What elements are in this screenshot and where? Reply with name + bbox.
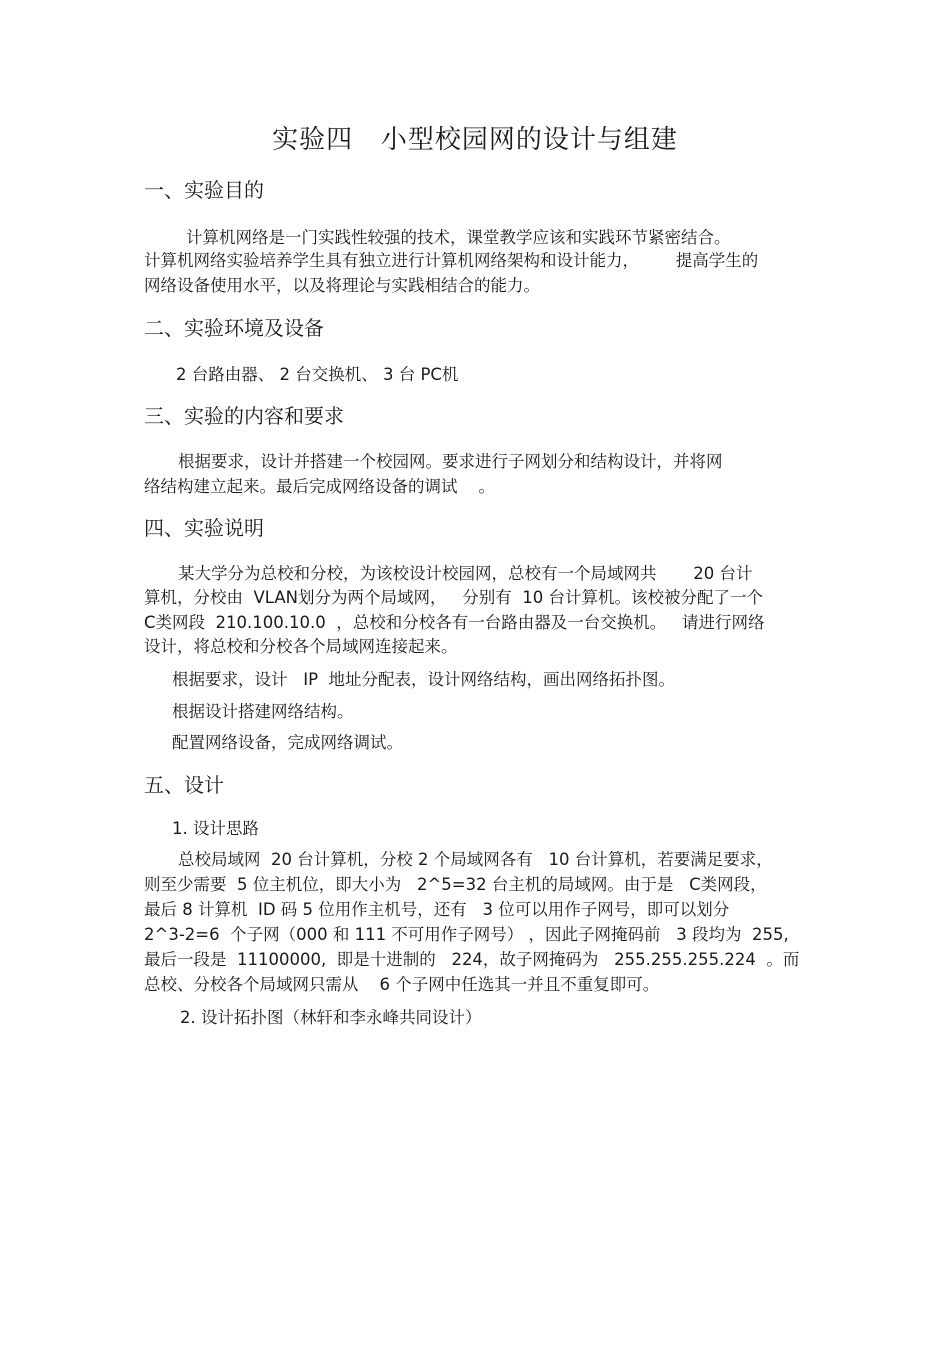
paragraph-line: 根据设计搭建网络结构。 (172, 702, 354, 721)
document-title: 实验四 小型校园网的设计与组建 (272, 125, 678, 155)
paragraph-line: 2^3-2=6 个子网（000 和 111 不可用作子网号） ，因此子网掩码前 3 段均为 255, (144, 925, 789, 944)
section-heading-purpose: 一、实验目的 (144, 178, 264, 202)
paragraph-line: 根据要求，设计并搭建一个校园网。要求进行子网划分和结构设计，并将网 (178, 452, 723, 471)
paragraph-line: 则至少需要 5 位主机位，即大小为 2^5=32 台主机的局域网。由于是 C类网段， (144, 875, 767, 894)
paragraph-line: 算机，分校由 VLAN划分为两个局域网， 分别有 10 台计算机。该校被分配了一个 (144, 588, 763, 607)
paragraph-line: 计算机网络实验培养学生具有独立进行计算机网络架构和设计能力， 提高学生的 (144, 251, 759, 270)
paragraph-line: 络结构建立起来。最后完成网络设备的调试 。 (144, 477, 495, 496)
paragraph-line: 总校、分校各个局域网只需从 6 个子网中任选其一并且不重复即可。 (144, 975, 660, 994)
paragraph-line: 2 台路由器、 2 台交换机、 3 台 PC机 (176, 365, 459, 384)
section-heading-environment: 二、实验环境及设备 (144, 316, 324, 340)
paragraph-line: 总校局域网 20 台计算机，分校 2 个局域网各有 10 台计算机，若要满足要求， (178, 850, 773, 869)
section-heading-description: 四、实验说明 (144, 516, 264, 540)
paragraph-line: 最后一段是 11100000, 即是十进制的 224，故子网掩码为 255.255.255.224 。而 (144, 950, 800, 969)
paragraph-line: 配置网络设备，完成网络调试。 (172, 733, 403, 752)
subheading-design-idea: 1. 设计思路 (172, 819, 259, 838)
paragraph-line: 网络设备使用水平，以及将理论与实践相结合的能力。 (144, 276, 540, 295)
subheading-topology: 2. 设计拓扑图（林轩和李永峰共同设计） (180, 1008, 482, 1027)
paragraph-line: 根据要求，设计 IP 地址分配表，设计网络结构，画出网络拓扑图。 (172, 670, 676, 689)
section-heading-requirements: 三、实验的内容和要求 (144, 404, 344, 428)
section-heading-design: 五、设计 (144, 773, 224, 797)
paragraph-line: 某大学分为总校和分校，为该校设计校园网，总校有一个局域网共 20 台计 (178, 564, 753, 583)
paragraph-line: 设计，将总校和分校各个局域网连接起来。 (144, 637, 458, 656)
paragraph-line: 最后 8 计算机 ID 码 5 位用作主机号，还有 3 位可以用作子网号，即可以划分 (144, 900, 730, 919)
paragraph-line: 计算机网络是一门实践性较强的技术，课堂教学应该和实践环节紧密结合。 (186, 228, 731, 247)
paragraph-line: C类网段 210.100.10.0 ，总校和分校各有一台路由器及一台交换机。 请进行网络 (144, 613, 765, 632)
